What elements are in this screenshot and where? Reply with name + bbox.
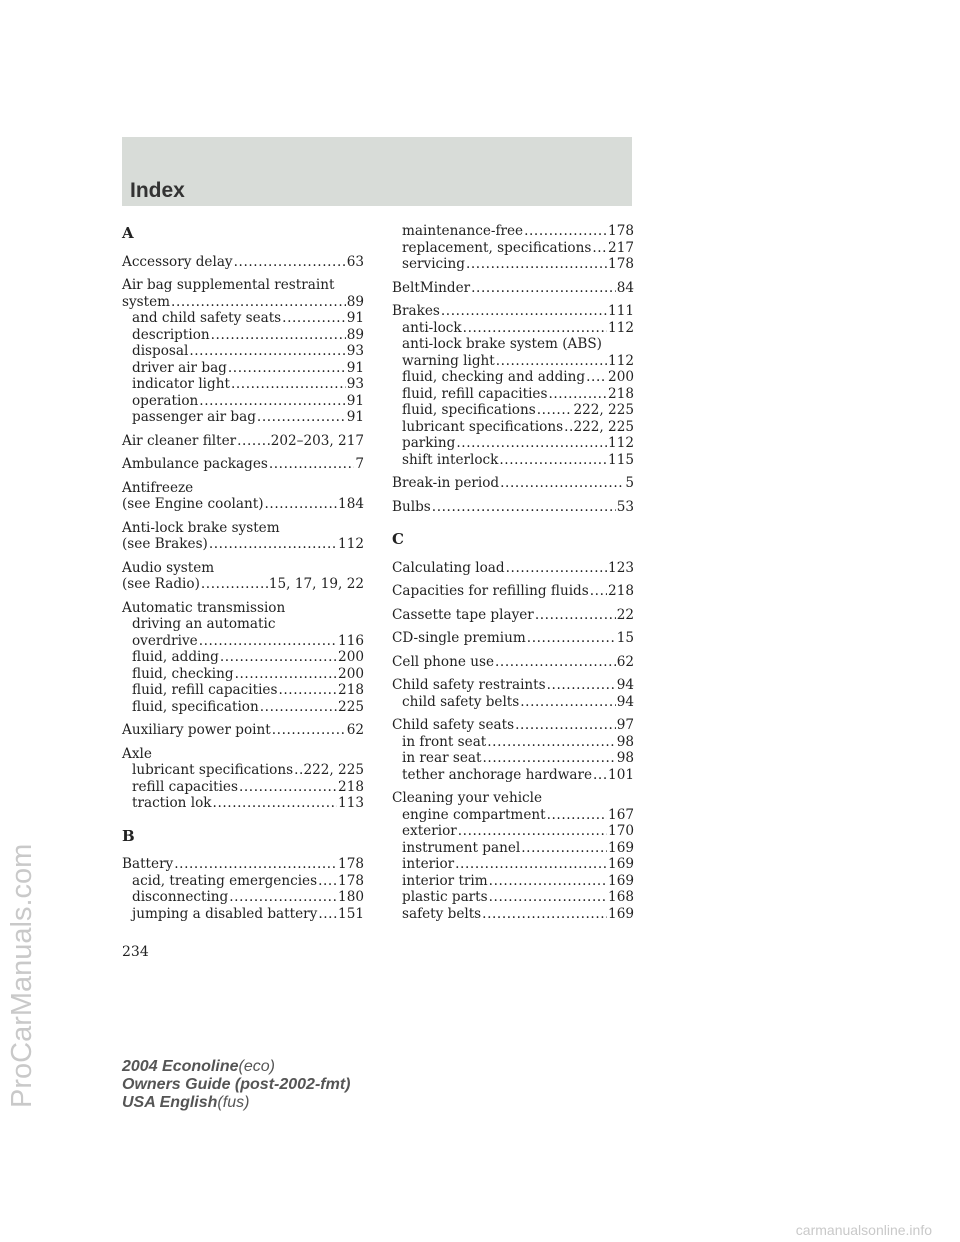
subentry-term: interior trim xyxy=(402,872,488,889)
entry-page: 200 xyxy=(338,665,364,682)
subentry-term: and child safety seats xyxy=(132,310,282,326)
index-entry xyxy=(392,280,634,297)
entry-page: 225 xyxy=(338,698,364,715)
entry-page: 167 xyxy=(608,806,634,823)
entry-term: Break-in period xyxy=(392,475,500,491)
index-entry xyxy=(392,303,634,468)
entry-page: 63 xyxy=(346,253,364,270)
subentry-term: fluid, checking xyxy=(132,665,234,682)
subentry-term: refill capacities xyxy=(132,778,238,795)
subentry-term: jumping a disabled battery xyxy=(132,905,318,922)
subentry-term: safety belts xyxy=(402,905,482,922)
footer-guide: Owners Guide (post-2002-fmt) xyxy=(122,1076,351,1093)
subentry-term: description xyxy=(132,326,210,343)
subentry-term: shift interlock xyxy=(402,451,499,468)
section-letter: B xyxy=(122,826,135,845)
page-number: 234 xyxy=(122,944,149,960)
entry-page: 93 xyxy=(346,376,364,392)
subentry-term: driver air bag xyxy=(132,359,227,376)
subentry-term: fluid, refill capacities xyxy=(402,385,548,402)
entry-page: 94 xyxy=(616,693,634,710)
subentry-term: fluid, checking and adding xyxy=(402,369,586,385)
subentry-term: overdrive xyxy=(132,632,198,649)
entry-term: system xyxy=(122,293,171,310)
entry-term: Axle xyxy=(122,745,152,762)
index-entry xyxy=(122,456,364,473)
subentry-term: in rear seat xyxy=(402,750,482,766)
entry-term: Air bag supplemental restraint xyxy=(122,277,335,293)
entry-term: Cell phone use xyxy=(392,653,494,670)
index-entry xyxy=(392,677,634,710)
index-entry xyxy=(122,254,364,271)
subentry-term: exterior xyxy=(402,823,457,839)
entry-term: Brakes xyxy=(392,303,440,319)
entry-page: 222, 225 xyxy=(573,402,634,418)
entry-term: (see Engine coolant) xyxy=(122,496,264,512)
entry-term: Calculating load xyxy=(392,559,505,576)
entry-page: 22 xyxy=(616,606,634,623)
entry-term: (see Radio) xyxy=(122,576,200,592)
entry-page: 91 xyxy=(346,310,364,326)
entry-term: Audio system xyxy=(122,559,215,576)
entry-page: 98 xyxy=(616,750,634,766)
index-entry xyxy=(122,520,364,553)
entry-term: Child safety seats xyxy=(392,717,515,733)
subentry-term: disposal xyxy=(132,343,189,359)
index-entry xyxy=(392,717,634,783)
entry-page: 116 xyxy=(338,632,364,649)
entry-page: 112 xyxy=(338,536,364,552)
entry-term: Air cleaner filter xyxy=(122,432,237,449)
document-footer xyxy=(122,1058,350,1112)
index-entry xyxy=(392,475,634,492)
subentry-term: passenger air bag xyxy=(132,409,256,425)
index-column-left xyxy=(122,223,364,929)
index-entry xyxy=(392,654,634,671)
entry-page: 94 xyxy=(616,677,634,693)
entry-page: 218 xyxy=(608,385,634,402)
page-title: Index xyxy=(130,179,185,202)
entry-page: 217 xyxy=(608,239,634,256)
entry-term: (see Brakes) xyxy=(122,536,208,552)
entry-term: BeltMinder xyxy=(392,279,471,296)
subentry-term: lubricant specifications xyxy=(132,762,294,778)
subentry-term: anti-lock brake system (ABS) xyxy=(402,336,602,352)
index-entry xyxy=(392,499,634,516)
entry-term: Anti-lock brake system xyxy=(122,519,280,536)
entry-page: 222, 225 xyxy=(303,762,364,778)
entry-page: 178 xyxy=(338,872,364,889)
entry-term: Battery xyxy=(122,856,174,872)
subentry-term: engine compartment xyxy=(402,806,546,823)
footer-model-code: (eco) xyxy=(238,1058,275,1075)
entry-term: Cleaning your vehicle xyxy=(392,790,543,806)
entry-page: 218 xyxy=(338,778,364,795)
subentry-term: instrument panel xyxy=(402,839,521,856)
index-entry xyxy=(122,277,364,426)
entry-term: Capacities for refilling fluids xyxy=(392,583,589,599)
index-column-right xyxy=(392,223,634,929)
subentry-term: parking xyxy=(402,435,456,451)
entry-page: 89 xyxy=(346,326,364,343)
index-entry xyxy=(392,223,634,273)
entry-term: Auxiliary power point xyxy=(122,722,271,738)
footer-language-code: (fus) xyxy=(217,1094,250,1111)
entry-page: 202–203, 217 xyxy=(270,432,364,449)
subentry-term: traction lok xyxy=(132,795,212,811)
subentry-term: maintenance-free xyxy=(402,223,524,239)
side-watermark: ProCarManuals.com xyxy=(6,843,38,1108)
bottom-watermark: carmanualsonline.info xyxy=(795,1222,932,1238)
entry-page: 93 xyxy=(346,343,364,359)
entry-page: 169 xyxy=(608,839,634,856)
index-entry xyxy=(392,790,634,922)
entry-page: 15 xyxy=(616,630,634,646)
index-entry xyxy=(392,630,634,647)
index-entry xyxy=(122,722,364,739)
subentry-term: anti-lock xyxy=(402,319,462,336)
entry-page: 84 xyxy=(616,279,634,296)
subentry-term: operation xyxy=(132,392,199,409)
entry-page: 101 xyxy=(608,766,634,783)
subentry-term: tether anchorage hardware xyxy=(402,766,593,783)
subentry-term: plastic parts xyxy=(402,889,488,905)
entry-page: 222, 225 xyxy=(573,418,634,435)
entry-page: 178 xyxy=(608,223,634,239)
entry-term: Child safety restraints xyxy=(392,677,546,693)
entry-page: 91 xyxy=(346,359,364,376)
footer-model: 2004 Econoline xyxy=(122,1058,239,1075)
entry-page: 112 xyxy=(608,319,634,336)
section-letter: C xyxy=(392,530,404,548)
index-entry xyxy=(122,560,364,593)
entry-page: 91 xyxy=(346,409,364,425)
entry-page: 62 xyxy=(346,722,364,738)
subentry-term: acid, treating emergencies xyxy=(132,872,318,889)
entry-page: 123 xyxy=(608,559,634,576)
footer-language: USA English xyxy=(122,1094,218,1111)
entry-page: 180 xyxy=(338,889,364,905)
entry-page: 169 xyxy=(608,872,634,889)
index-entry xyxy=(122,600,364,716)
index-entry xyxy=(122,746,364,812)
entry-page: 53 xyxy=(616,498,634,515)
index-entry xyxy=(392,607,634,624)
entry-page: 97 xyxy=(616,717,634,733)
entry-page: 89 xyxy=(346,293,364,310)
index-entry xyxy=(122,433,364,450)
entry-page: 151 xyxy=(338,905,364,922)
subentry-term: driving an automatic xyxy=(132,616,276,632)
entry-page: 113 xyxy=(338,795,364,811)
entry-page: 178 xyxy=(338,856,364,872)
entry-page: 168 xyxy=(608,889,634,905)
section-letter: A xyxy=(122,224,134,242)
entry-page: 218 xyxy=(338,682,364,698)
entry-page: 184 xyxy=(338,496,364,512)
entry-page: 112 xyxy=(608,435,634,451)
subentry-term: servicing xyxy=(402,256,465,272)
subentry-term: fluid, refill capacities xyxy=(132,682,278,698)
entry-page: 62 xyxy=(616,653,634,670)
entry-page: 218 xyxy=(608,583,634,599)
entry-term: Antifreeze xyxy=(122,479,194,496)
entry-page: 200 xyxy=(338,649,364,665)
entry-term: Automatic transmission xyxy=(122,599,286,616)
subentry-term: disconnecting xyxy=(132,889,229,905)
index-entry xyxy=(122,856,364,922)
entry-term: Cassette tape player xyxy=(392,606,534,623)
subentry-term: interior xyxy=(402,856,455,872)
entry-page: 98 xyxy=(616,733,634,750)
subentry-term: fluid, adding xyxy=(132,649,219,665)
index-entry xyxy=(392,560,634,577)
index-entry xyxy=(122,480,364,513)
index-entry xyxy=(392,583,634,600)
entry-page: 169 xyxy=(608,856,634,872)
subentry-term: indicator light xyxy=(132,376,230,392)
entry-page: 115 xyxy=(608,451,634,468)
header-band xyxy=(122,137,632,206)
entry-page: 7 xyxy=(355,456,364,472)
entry-page: 112 xyxy=(608,352,634,369)
subentry-term: fluid, specification xyxy=(132,698,259,715)
entry-page: 15, 17, 19, 22 xyxy=(268,576,364,592)
entry-page: 170 xyxy=(608,823,634,839)
subentry-term: fluid, specifications xyxy=(402,402,536,418)
entry-term: Ambulance packages xyxy=(122,456,268,472)
entry-term: CD-single premium xyxy=(392,630,526,646)
entry-page: 178 xyxy=(608,256,634,272)
subentry-term: child safety belts xyxy=(402,693,520,710)
subentry-term: lubricant specifications xyxy=(402,418,564,435)
entry-page: 169 xyxy=(608,905,634,922)
entry-page: 5 xyxy=(625,475,634,491)
subentry-term: replacement, specifications xyxy=(402,239,592,256)
entry-term: Accessory delay xyxy=(122,253,233,270)
entry-page: 200 xyxy=(608,369,634,385)
subentry-term: in front seat xyxy=(402,733,487,750)
subentry-term: warning light xyxy=(402,352,495,369)
entry-term: Bulbs xyxy=(392,498,431,515)
entry-page: 91 xyxy=(346,392,364,409)
entry-page: 111 xyxy=(608,303,634,319)
